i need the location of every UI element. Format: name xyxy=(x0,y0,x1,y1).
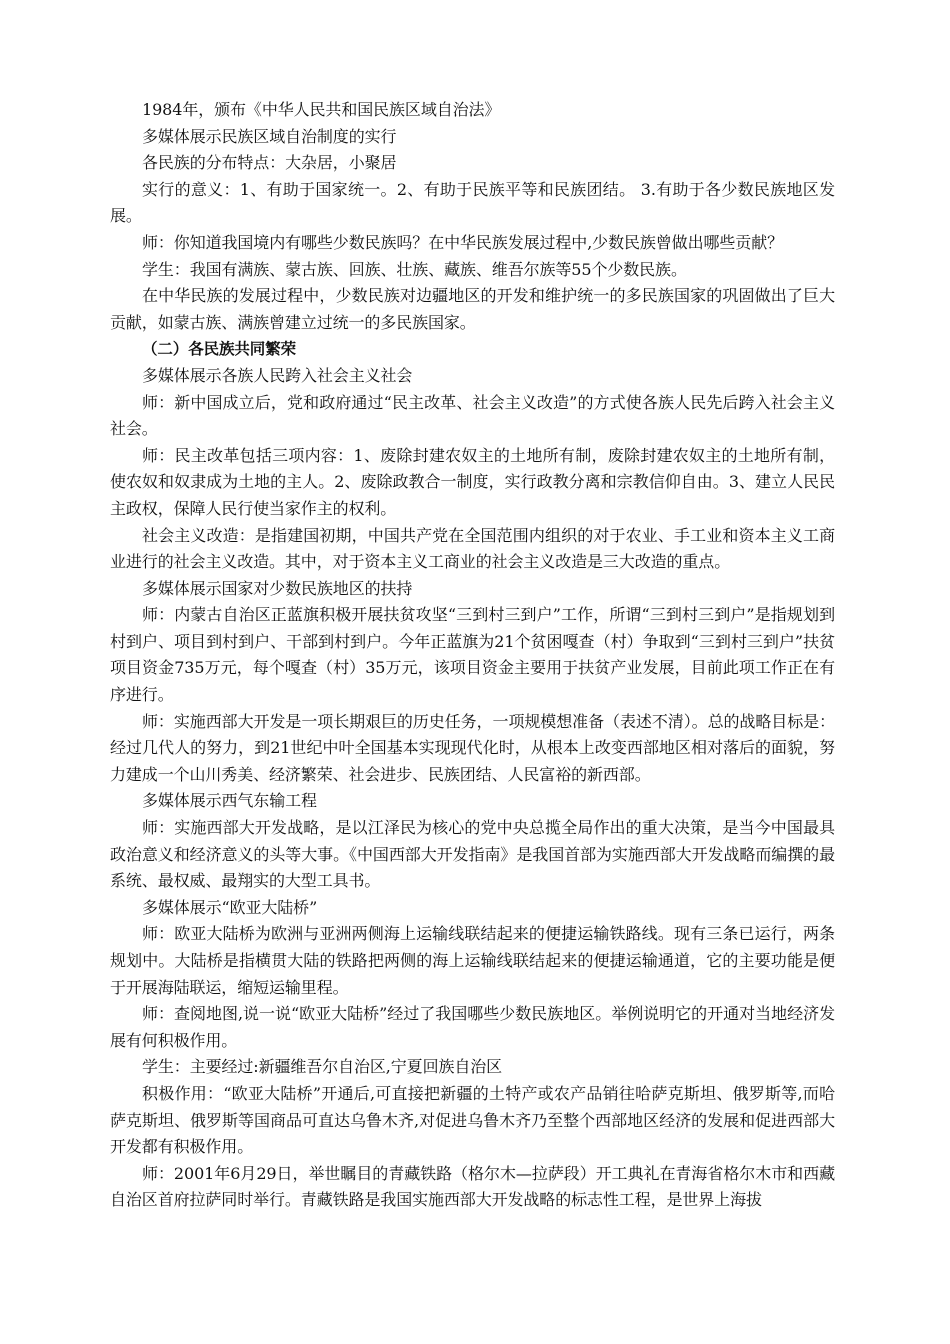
section-heading: （二）各民族共同繁荣 xyxy=(142,340,297,359)
paragraph-positive-effect: 积极作用：“欧亚大陆桥”开通后,可直接把新疆的土特产或农产品销往哈萨克斯坦、俄罗斯等,而哈萨克斯坦、俄罗斯等国商品可直达乌鲁木齐,对促进乌鲁木齐乃至整个西部地区经济的发展和促进西部大开发都有积极作用。 xyxy=(110,1083,835,1157)
paragraph-student-route: 学生：主要经过:新疆维吾尔自治区,宁夏回族自治区 xyxy=(142,1057,503,1077)
paragraph-law-1984: 1984年，颁布《中华人民共和国民族区域自治法》 xyxy=(142,100,501,119)
paragraph-multimedia-support: 多媒体展示国家对少数民族地区的扶持 xyxy=(142,578,413,598)
document-page xyxy=(110,97,835,1214)
paragraph-student-answer-minorities: 学生：我国有满族、蒙古族、回族、壮族、藏族、维吾尔族等55个少数民族。 xyxy=(142,259,687,279)
paragraph-minority-contribution: 在中华民族的发展过程中，少数民族对边疆地区的开发和维护统一的多民族国家的巩固做出了巨大贡献，如蒙古族、满族曾建立过统一的多民族国家。 xyxy=(110,286,835,332)
paragraph-teacher-democratic-reform: 师：民主改革包括三项内容：1、废除封建农奴主的土地所有制，废除封建农奴主的土地所有制，使农奴和奴隶成为土地的主人。2、废除政教合一制度，实行政教分离和宗教信仰自由。3、建立人民民主政权，保障人民行使当家作主的权利。 xyxy=(110,445,835,518)
paragraph-multimedia-land-bridge: 多媒体展示“欧亚大陆桥” xyxy=(142,897,318,917)
paragraph-multimedia-socialism: 多媒体展示各族人民跨入社会主义社会 xyxy=(142,365,413,385)
paragraph-teacher-map-question: 师：查阅地图,说一说“欧亚大陆桥”经过了我国哪些少数民族地区。举例说明它的开通对当地经济发展有何积极作用。 xyxy=(110,1004,835,1050)
paragraph-teacher-question-minorities: 师：你知道我国境内有哪些少数民族吗？在中华民族发展过程中,少数民族曾做出哪些贡献？ xyxy=(142,232,783,252)
paragraph-teacher-western-development: 师：实施西部大开发是一项长期艰巨的历史任务，一项规模想准备（表述不清）。总的战略目标是：经过几代人的努力，到21世纪中叶全国基本实现现代化时，从根本上改变西部地区相对落后的面貌，努力建成一个山川秀美、经济繁荣、社会进步、民族团结、人民富裕的新西部。 xyxy=(110,711,835,784)
paragraph-teacher-land-bridge: 师：欧亚大陆桥为欧洲与亚洲两侧海上运输线联结起来的便捷运输铁路线。现有三条已运行，两条规划中。大陆桥是指横贯大陆的铁路把两侧的海上运输线联结起来的便捷运输通道，它的主要功能是便于开展海陆联运，缩短运输里程。 xyxy=(110,924,835,997)
paragraph-teacher-qinghai-tibet: 师：2001年6月29日，举世瞩目的青藏铁路（格尔木—拉萨段）开工典礼在青海省格尔木市和西藏自治区首府拉萨同时举行。青藏铁路是我国实施西部大开发战略的标志性工程，是世界上海拔 xyxy=(110,1163,835,1210)
paragraph-multimedia-autonomy: 多媒体展示民族区域自治制度的实行 xyxy=(142,126,397,146)
paragraph-significance: 实行的意义：1、有助于国家统一。2、有助于民族平等和民族团结。 3.有助于各少数民族地区发展。 xyxy=(110,179,835,226)
paragraph-distribution: 各民族的分布特点：大杂居，小聚居 xyxy=(142,153,397,173)
paragraph-socialist-transformation: 社会主义改造：是指建国初期，中国共产党在全国范围内组织的对于农业、手工业和资本主义工商业进行的社会主义改造。其中，对于资本主义工商业的社会主义改造是三大改造的重点。 xyxy=(110,525,835,572)
paragraph-teacher-inner-mongolia: 师：内蒙古自治区正蓝旗积极开展扶贫攻坚“三到村三到户”工作，所谓“三到村三到户”是指规划到村到户、项目到村到户、干部到村到户。今年正蓝旗为21个贫困嘎查（村）争取到“三到村三到户”扶贫项目资金735万元，每个嘎查（村）35万元，该项目资金主要用于扶贫产业发展，目前此项工作正在有序进行。 xyxy=(110,605,835,705)
paragraph-teacher-strategy: 师：实施西部大开发战略，是以江泽民为核心的党中央总揽全局作出的重大决策，是当今中国最具政治意义和经济意义的头等大事。《中国西部大开发指南》是我国首部为实施西部大开发战略而编撰的最系统、最权威、最翔实的大型工具书。 xyxy=(110,818,835,891)
paragraph-multimedia-gas-pipeline: 多媒体展示西气东输工程 xyxy=(142,791,317,811)
paragraph-teacher-new-china: 师：新中国成立后，党和政府通过“民主改革、社会主义改造”的方式使各族人民先后跨入社会主义社会。 xyxy=(110,392,835,439)
